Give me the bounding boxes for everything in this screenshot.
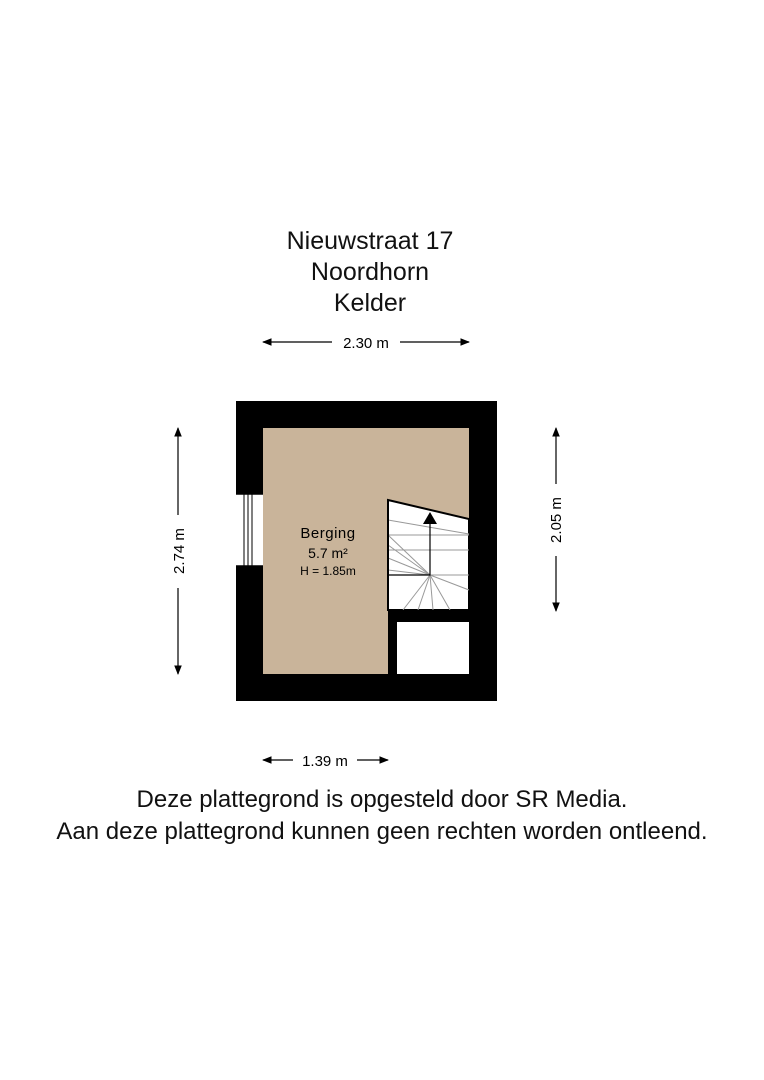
- dimension-top: [263, 335, 469, 352]
- disclaimer-line-1: Deze plattegrond is opgesteld door SR Media.: [136, 786, 628, 813]
- room-height: H = 1.85m: [300, 564, 356, 578]
- window: [236, 494, 263, 566]
- dimension-bottom: [263, 753, 388, 770]
- address-title: Nieuwstraat 17: [286, 227, 454, 255]
- disclaimer: [0, 784, 764, 848]
- cupboard: [397, 622, 469, 674]
- room-name: Berging: [300, 525, 356, 542]
- dimension-bottom-label: 1.39 m: [302, 753, 348, 770]
- dimension-top-label: 2.30 m: [343, 335, 389, 352]
- room-area: 5.7 m²: [308, 545, 348, 561]
- dimension-left-label: 2.74 m: [171, 528, 188, 574]
- dimension-left: [171, 428, 188, 674]
- dimension-right: [548, 428, 565, 611]
- staircase: [388, 500, 469, 610]
- city-title: Noordhorn: [310, 258, 430, 286]
- dimension-right-label: 2.05 m: [548, 497, 565, 543]
- disclaimer-line-2: Aan deze plattegrond kunnen geen rechten worden ontleend.: [56, 818, 708, 845]
- floor-title: Kelder: [333, 289, 407, 317]
